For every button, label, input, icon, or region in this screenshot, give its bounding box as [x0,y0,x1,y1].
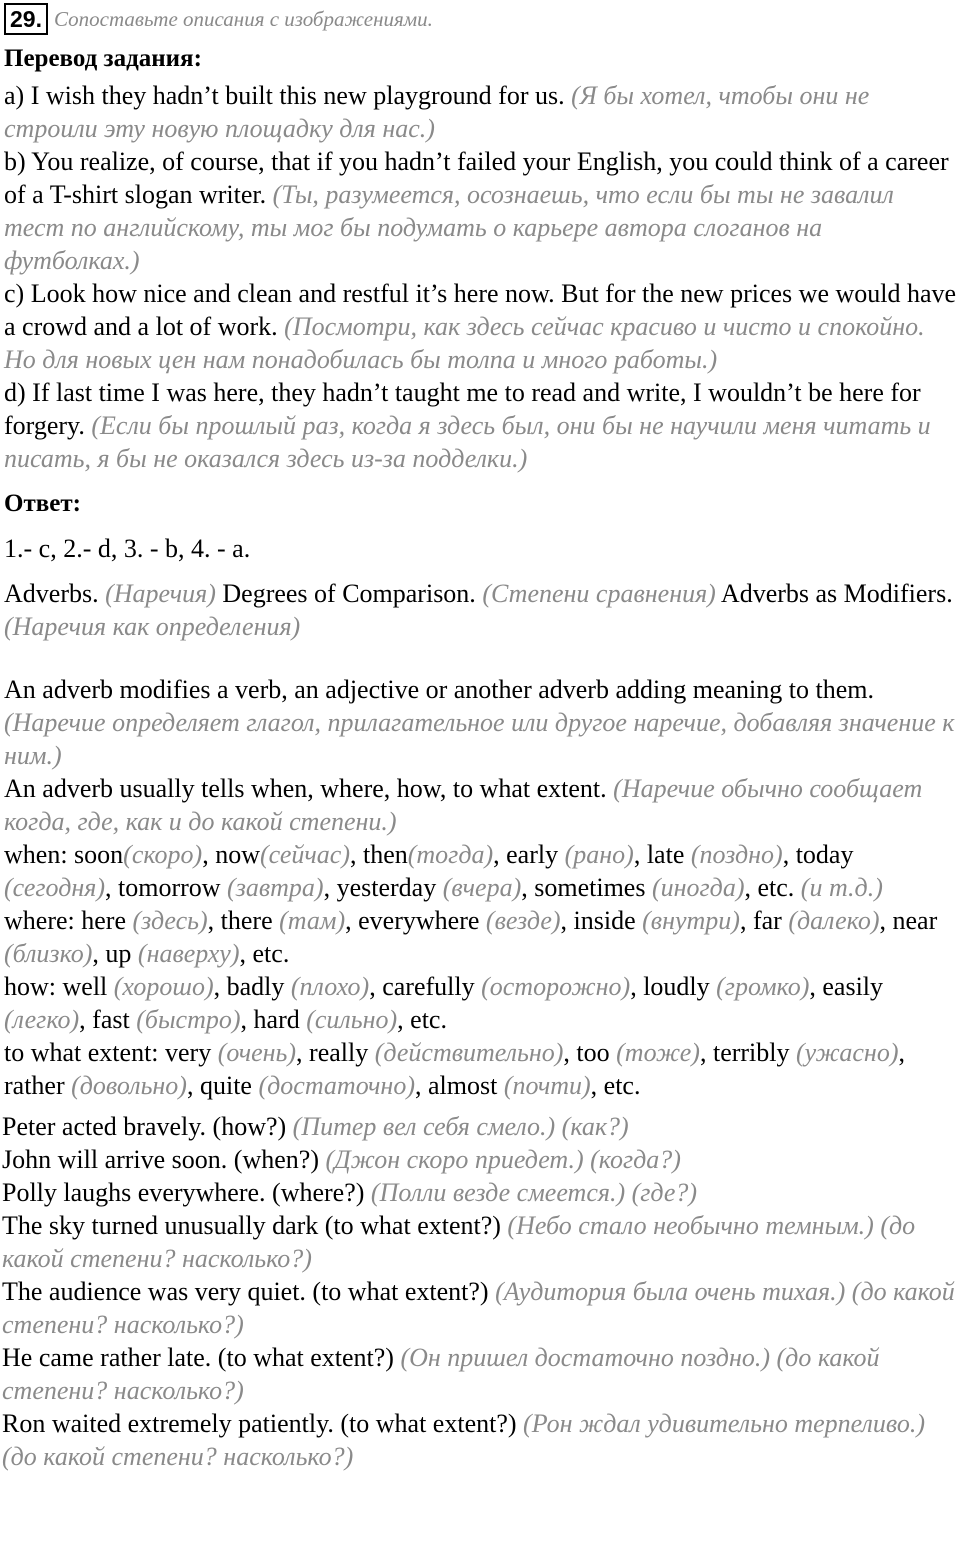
answer-text: 1.- c, 2.- d, 3. - b, 4. - a. [4,534,251,563]
russian-translation: (плохо) [290,972,370,1001]
rule-definition [4,673,958,772]
english-text: An adverb usually tells when, where, how, to what extent. [4,774,607,803]
english-text: An adverb modifies a verb, an adjective or another adverb adding meaning to them. [4,675,874,704]
english-text: here [81,906,126,935]
english-text: now [215,840,260,869]
word-list-where: where: here (здесь), there (там), everywhere (везде), inside (внутри), far (далеко), near (близко), up (наверху), etc. [4,906,938,968]
english-text: too [576,1038,610,1067]
russian-translation: (наверху) [137,939,240,968]
english-text: etc. [410,1005,447,1034]
english-text: where: [4,906,75,935]
english-text: carefully [382,972,475,1001]
english-text: d) If last time I was here, they hadn’t taught me to read and write, I wouldn’t be here for forgery. [4,378,921,440]
english-text: quite [199,1071,252,1100]
russian-translation: (здесь) [132,906,208,935]
translation-item-c [4,277,958,376]
english-text: well [62,972,108,1001]
english-text: really [309,1038,369,1067]
english-text: loudly [643,972,710,1001]
english-text: everywhere [358,906,480,935]
answer-heading: Ответ: [4,490,81,517]
english-text: The sky turned unusually dark (to what extent?) [2,1211,501,1240]
russian-translation: (сейчас) [259,840,350,869]
russian-translation: (и т.д.) [800,873,883,902]
english-text: far [752,906,782,935]
russian-translation: (Наречия как определения) [4,612,301,641]
examples-list [2,1110,958,1473]
example-item [2,1176,958,1209]
english-text: today [795,840,854,869]
russian-translation: (осторожно) [481,972,631,1001]
example-item [2,1110,958,1143]
english-text: easily [822,972,884,1001]
example-item [2,1341,958,1407]
english-text: Adverbs as Modifiers. [720,579,953,608]
russian-translation: (там) [279,906,346,935]
english-text: up [105,939,132,968]
rule-usage [4,772,958,838]
russian-translation: (очень) [217,1038,297,1067]
russian-translation: (близко) [4,939,93,968]
russian-translation: (ужасно) [796,1038,899,1067]
word-list-extent: to what extent: very (очень), really (действительно), too (тоже), terribly (ужасно), rather (довольно), quite (достаточно), almost (почти), etc. [4,1038,905,1100]
english-text: when: [4,840,68,869]
russian-translation: (Степени сравнения) [482,579,716,608]
russian-translation: (почти) [503,1071,591,1100]
russian-translation: (Ты, разумеется, осознаешь, что если бы ты не завалил тест по английскому, ты мог бы подумать о карьере автора слоганов на футболках.) [4,180,894,275]
english-text: almost [427,1071,498,1100]
russian-translation: (внутри) [642,906,740,935]
russian-translation: (Полли везде смеется.) (где?) [370,1178,698,1207]
russian-translation: (Если бы прошлый раз, когда я здесь был, они бы не научили меня читать и писать, я бы не оказался здесь из-за подделки.) [4,411,931,473]
russian-translation: (Наречие обычно сообщает когда, где, как и до какой степени.) [4,774,923,836]
english-text: how: [4,972,56,1001]
russian-translation: (Рон ждал удивительно терпеливо.) (до какой степени? насколько?) [2,1409,925,1471]
russian-translation: (хорошо) [113,972,214,1001]
english-text: to what extent: [4,1038,159,1067]
english-text: very [165,1038,212,1067]
russian-translation: (сегодня) [4,873,105,902]
english-text: near [892,906,938,935]
english-text: c) Look how nice and clean and restful it’s here now. But for the new prices we would have a crowd and a lot of work. [4,279,957,341]
russian-translation: (Посмотри, как здесь сейчас красиво и чисто и спокойно. Но для новых цен нам понадобилась бы толпа и много работы.) [4,312,925,374]
english-text: Peter acted bravely. (how?) [2,1112,287,1141]
russian-translation: (громко) [716,972,810,1001]
translation-item-d [4,376,958,475]
russian-translation: (довольно) [71,1071,187,1100]
english-text: then [362,840,408,869]
example-item [2,1407,958,1473]
english-text: hard [253,1005,300,1034]
example-item [2,1143,958,1176]
russian-translation: (достаточно) [258,1071,415,1100]
task-instruction: Сопоставьте описания с изображениями. [53,6,433,31]
russian-translation: (сильно) [306,1005,398,1034]
russian-translation: (Аудитория была очень тихая.) (до какой степени? насколько?) [2,1277,955,1339]
english-text: b) You realize, of course, that if you hadn’t failed your English, you could think of a career of a T-shirt slogan writer. [4,147,949,209]
english-text: rather [4,1071,65,1100]
example-item [2,1209,958,1275]
russian-translation: (рано) [564,840,634,869]
russian-translation: (Наречие определяет глагол, прилагательное или другое наречие, добавляя значение к ним.) [4,708,955,770]
english-text: etc. [603,1071,641,1100]
task-number: 29. [4,3,48,35]
russian-translation: (тогда) [407,840,494,869]
english-text: Polly laughs everywhere. (where?) [2,1178,365,1207]
english-text: Degrees of Comparison. [222,579,476,608]
translation-item-a [4,79,958,145]
word-list-when: when: soon(скоро), now(сейчас), then(тогда), early (рано), late (поздно), today (сегодня), tomorrow (завтра), yesterday (вчера), sometimes (иногда), etc. (и т.д.) [4,840,883,902]
english-text: The audience was very quiet. (to what extent?) [2,1277,489,1306]
english-text: sometimes [534,873,646,902]
translation-heading: Перевод задания: [4,45,202,72]
english-text: early [506,840,559,869]
english-text: fast [92,1005,130,1034]
translation-item-b [4,145,958,277]
english-text: a) I wish they hadn’t built this new playground for us. [4,81,565,110]
russian-translation: (скоро) [123,840,203,869]
russian-translation: (легко) [4,1005,80,1034]
russian-translation: (далеко) [788,906,880,935]
document-page [4,0,958,1473]
russian-translation: (Я бы хотел, чтобы они не строили эту новую площадку для нас.) [4,81,870,143]
russian-translation: (действительно) [374,1038,564,1067]
russian-translation: (Джон скоро приедет.) (когда?) [325,1145,681,1174]
english-text: inside [573,906,636,935]
english-text: etc. [757,873,795,902]
english-text: John will arrive soon. (when?) [2,1145,319,1174]
russian-translation: (иногда) [651,873,745,902]
english-text: etc. [252,939,290,968]
russian-translation: (вчера) [442,873,522,902]
russian-translation: (быстро) [136,1005,241,1034]
english-text: soon [74,840,124,869]
english-text: Adverbs. [4,579,99,608]
english-text: He came rather late. (to what extent?) [2,1343,394,1372]
russian-translation: (тоже) [616,1038,700,1067]
topic-line [4,577,958,643]
english-text: tomorrow [118,873,221,902]
russian-translation: (везде) [485,906,561,935]
russian-translation: (Питер вел себя смело.) (как?) [292,1112,629,1141]
russian-translation: (Небо стало необычно темным.) (до какой степени? насколько?) [2,1211,916,1273]
example-item [2,1275,958,1341]
word-list-how: how: well (хорошо), badly (плохо), carefully (осторожно), loudly (громко), easily (легко), fast (быстро), hard (сильно), etc. [4,972,884,1034]
english-text: badly [226,972,285,1001]
english-text: Ron waited extremely patiently. (to what extent?) [2,1409,517,1438]
english-text: yesterday [336,873,437,902]
russian-translation: (Он пришел достаточно поздно.) (до какой степени? насколько?) [2,1343,880,1405]
task-header [4,0,958,38]
russian-translation: (завтра) [227,873,324,902]
russian-translation: (поздно) [690,840,783,869]
russian-translation: (Наречия) [105,579,216,608]
english-text: there [220,906,273,935]
english-text: terribly [712,1038,790,1067]
english-text: late [646,840,685,869]
